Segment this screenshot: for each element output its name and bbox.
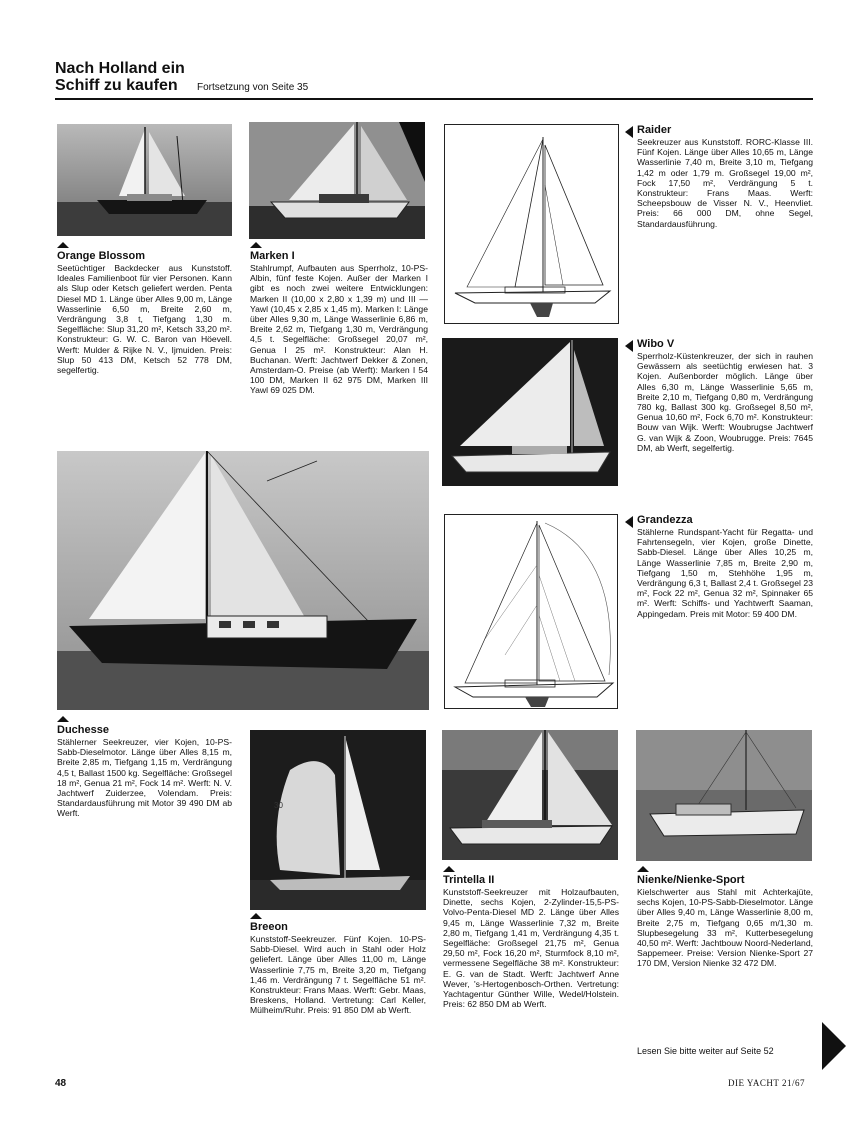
left-arrow-icon xyxy=(625,516,633,528)
breeon-entry xyxy=(250,913,426,1016)
boat-description: Stahlrumpf, Aufbauten aus Sperrholz, 10-PS-Albin, fünf feste Kojen. Außer der Marken I gibt es noch zwei weitere Entwicklungen: Marken II (10,00 x 2,80 x 1,39 m) und III — Yawl (10,45 x 2,85 x 1,45 m). Marken I: Länge über Alles 9,30 m, Länge Wasserlinie 6,86 m, Breite 2,62 m, Tiefgang 1,30 m, Verdrängung 4,5 t. Segelfläche: Großsegel 20,07 m², Genua I 25 m². Konstrukteur: Alan H. Buchanan. Werft: Jachtwerf Dekker & Zonen, Amsterdam-O. Preise (ab Werft): Marken I 54 100 DM, Marken II 62 975 DM, Marken III Yawl 69 025 DM. xyxy=(250,263,428,396)
boat-name: Duchesse xyxy=(57,724,109,736)
raider-entry xyxy=(637,124,813,229)
boat-description: Seekreuzer aus Kunststoff. RORC-Klasse III. Fünf Kojen. Länge über Alles 10,65 m, Länge Wasserlinie 7,40 m, Breite 3,10 m, Tiefgang 1,42 m oder 1,79 m. Großsegel 19,00 m², Fock 17,50 m², Verdrängung 5 t. Konstrukteur: Frans Maas. Werft: Scheepsbouw de Visser N. V., Heenvliet. Preis: 66 000 DM, ohne Segel, Standardausführung. xyxy=(637,137,813,229)
up-arrow-icon xyxy=(443,866,455,872)
continue-reading-link[interactable]: Lesen Sie bitte weiter auf Seite 52 xyxy=(637,1046,774,1056)
breeon-photo xyxy=(250,730,426,910)
boat-name: Grandezza xyxy=(637,514,693,526)
title-line-2: Schiff zu kaufen xyxy=(55,77,178,94)
marken-photo xyxy=(249,122,425,239)
grandezza-drawing xyxy=(444,514,618,709)
wibo-entry xyxy=(637,338,813,453)
boat-name: Raider xyxy=(637,124,672,136)
trintella-entry xyxy=(443,866,619,1009)
up-arrow-icon xyxy=(250,242,262,248)
boat-name: Breeon xyxy=(250,921,288,933)
header-rule xyxy=(55,98,813,100)
boat-name: Marken I xyxy=(250,250,295,262)
boat-description: Kielschwerter aus Stahl mit Achterkajüte, sechs Kojen, 10-PS-Sabb-Dieselmotor. Länge über Alles 9,40 m, Länge Wasserlinie 8,00 m, Breite 2,75 m, Tiefgang 0,65 m/1,30 m. Slupbesegelung 33 m², Kutterbesegelung 40,50 m². Werft: Jachtbouw Noord-Nederland, Sappemeer. Preise: Version Nienke-Sport 27 170 DM, Version Nienke 32 472 DM. xyxy=(637,887,813,969)
left-arrow-icon xyxy=(625,126,633,138)
continuation-note: Fortsetzung von Seite 35 xyxy=(197,82,309,93)
trintella-photo xyxy=(442,730,618,860)
up-arrow-icon xyxy=(57,716,69,722)
magazine-issue: DIE YACHT 21/67 xyxy=(728,1078,805,1088)
up-arrow-icon xyxy=(250,913,262,919)
orange-blossom-entry xyxy=(57,242,232,375)
up-arrow-icon xyxy=(637,866,649,872)
boat-description: Stählerne Rundspant-Yacht für Regatta- und Fahrtensegeln, vier Kojen, große Dinette, Sabb-Diesel. Länge über Alles 10,25 m, Länge Wasserlinie 7,85 m, Breite 2,90 m, Tiefgang 1,50 m, Stehhöhe 1,95 m, Verdrängung 6,3 t, Ballast 2,4 t. Großsegel 23 m², Fock 22 m², Genua 32 m², Spinnaker 65 m². Werft: Schiffs- und Yachtwerft Saaman, Appingedam. Preis mit Motor: 59 400 DM. xyxy=(637,527,813,619)
boat-name: Wibo V xyxy=(637,338,675,350)
boat-description: Kunststoff-Seekreuzer mit Holzaufbauten, Dinette, sechs Kojen, 2-Zylinder-15,5-PS-Volvo-Penta-Diesel MD 2. Länge über Alles 9,45 m, Länge Wasserlinie 7,32 m, Breite 2,80 m, Tiefgang 1,41 m, Verdrängung 4,35 t. Segelfläche: Großsegel 21,75 m², Genua 29,50 m², Fock 16,20 m², Sturmfock 8,10 m², vermessene Segelfläche 38 m². Konstrukteur: E. G. van de Stadt. Werft: Jachtwerf Anne Wever, 's-Hertogenbosch-Orthen. Vertretung: Yachtagentur Günther Wille, Wedel/Holstein. Preis: 62 850 DM ab Werft. xyxy=(443,887,619,1010)
page-title xyxy=(55,60,185,94)
wibo-photo xyxy=(442,338,618,486)
next-page-arrow-icon[interactable] xyxy=(822,1022,846,1070)
sail-number-label: 30 xyxy=(274,801,283,810)
boat-name: Trintella II xyxy=(443,874,495,886)
page-number: 48 xyxy=(55,1078,67,1089)
nienke-photo xyxy=(636,730,812,861)
grandezza-entry xyxy=(637,514,813,619)
boat-description: Sperrholz-Küstenkreuzer, der sich in rauhen Gewässern als seetüchtig erwiesen hat. 3 Kojen. Außenborder möglich. Länge über Alles 6,30 m, Länge Wasserlinie 5,65 m, Breite 2,10 m, Tiefgang 0,80 m, Verdrängung 780 kg, Ballast 300 kg. Großsegel 8,50 m², Genua 10,60 m², Fock 6,70 m². Konstrukteur: Bouw van Wijk. Werft: Woubrugse Jachtwerf G. van Wijk & Zoon, Woubrugge. Preis: 7645 DM, ab Werft, segelfertig. xyxy=(637,351,813,453)
duchesse-photo xyxy=(57,451,429,710)
boat-name: Orange Blossom xyxy=(57,250,146,262)
raider-drawing xyxy=(444,124,619,324)
orange-blossom-photo xyxy=(57,124,232,236)
boat-name: Nienke/Nienke-Sport xyxy=(637,874,745,886)
marken-entry xyxy=(250,242,428,396)
duchesse-entry xyxy=(57,716,232,819)
nienke-entry xyxy=(637,866,813,969)
left-arrow-icon xyxy=(625,340,633,352)
up-arrow-icon xyxy=(57,242,69,248)
boat-description: Seetüchtiger Backdecker aus Kunststoff. Ideales Familienboot für vier Personen. Kann als Slup oder Ketsch geliefert werden. Penta Diesel MD 1. Länge über Alles 9,00 m, Länge Wasserlinie 6,50 m, Breite 2,60 m, Verdrängung 3,8 t, Tiefgang 1,30 m. Segelfläche: Slup 31,20 m², Ketsch 33,20 m². Konstrukteur: G. W. C. Baron van Höevell. Werft: Mulder & Rijke N. V., Ijmuiden. Preis: Slup 50 413 DM, Ketsch 52 778 DM, segelfertig. xyxy=(57,263,232,376)
boat-description: Stählerner Seekreuzer, vier Kojen, 10-PS-Sabb-Dieselmotor. Länge über Alles 8,15 m, Breite 2,85 m, Tiefgang 1,15 m, Verdrängung 4,5 t, Ballast 1500 kg. Segelfläche: Großsegel 18 m², Genua 21 m², Fock 14 m². Werft: N. V. Jachtwerf Zuiderzee, Volendam. Preis: Standardausführung mit Motor 39 490 DM ab Werft. xyxy=(57,737,232,819)
boat-description: Kunststoff-Seekreuzer. Fünf Kojen. 10-PS-Sabb-Diesel. Wird auch in Stahl oder Holz geliefert. Länge über Alles 11,00 m, Länge Wasserlinie 7,75 m, Breite 3,20 m, Tiefgang 1,46 m. Verdrängung 7 t. Segelfläche 51 m². Konstrukteur: Frans Maas. Werft: Gebr. Maas, Breskens, Holland. Vertretung: Carl Keller, Mülheim/Ruhr. Preis: 91 850 DM ab Werft. xyxy=(250,934,426,1016)
title-line-1: Nach Holland ein xyxy=(55,60,185,77)
